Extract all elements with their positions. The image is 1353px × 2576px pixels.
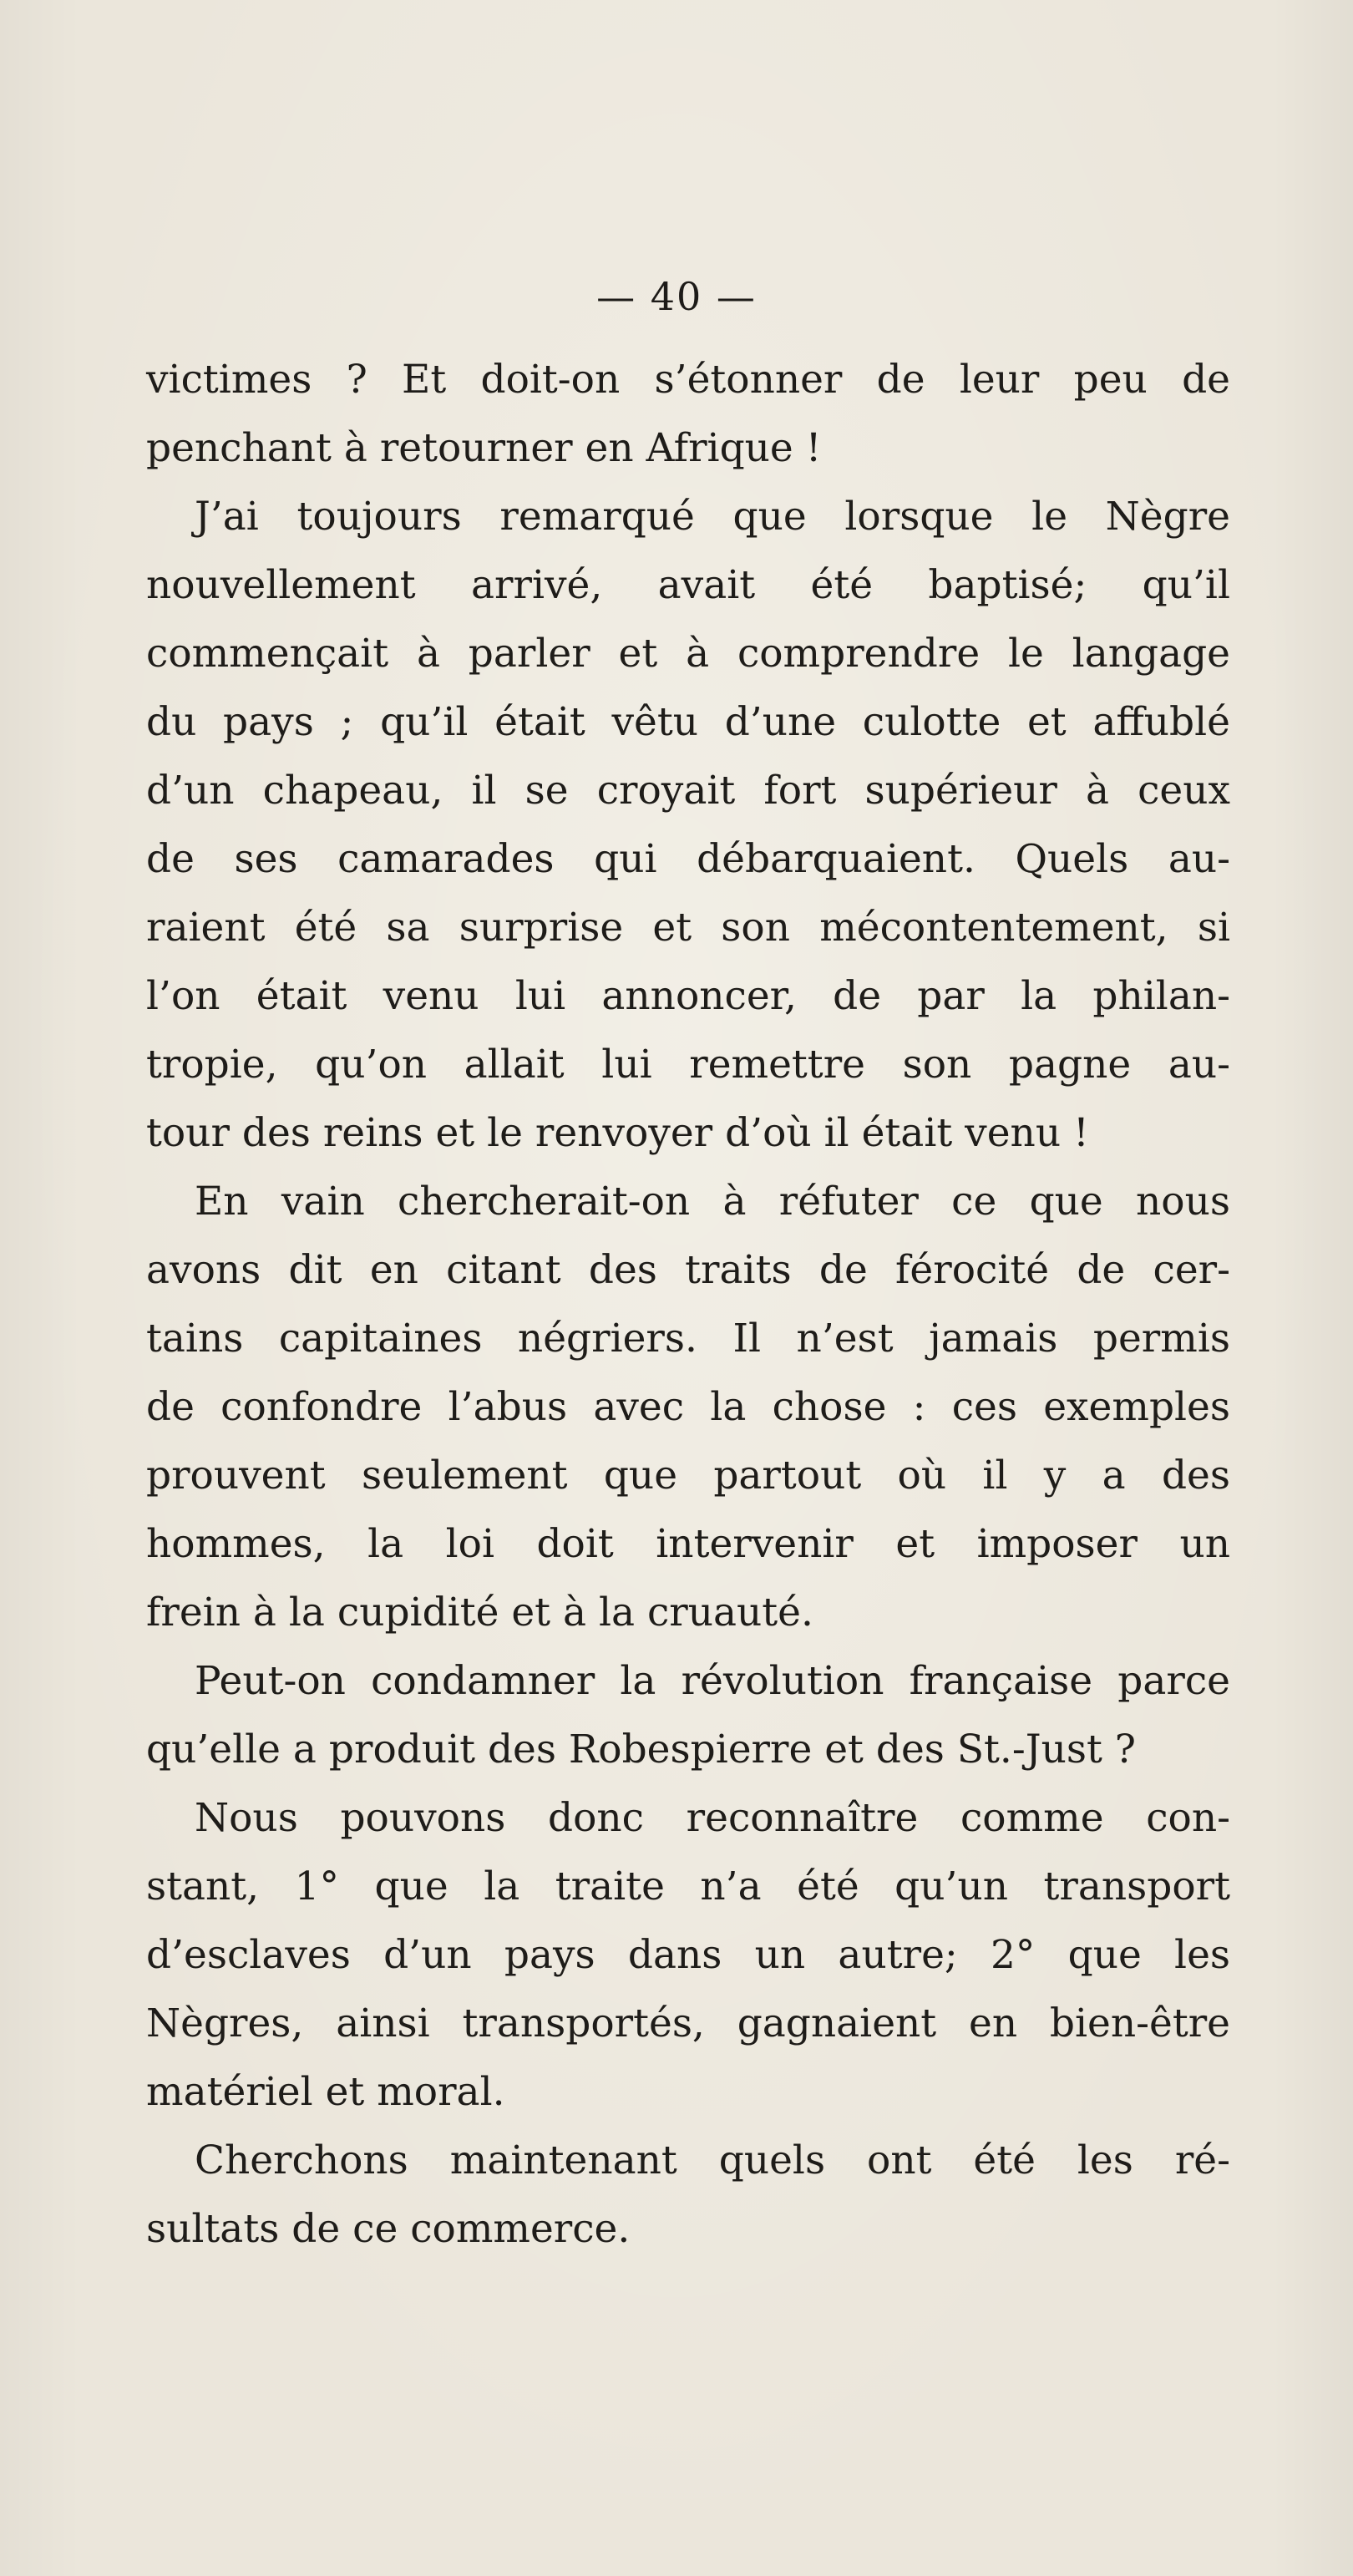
text-line: nouvellement arrivé, avait été baptisé; qu’il (146, 562, 1230, 608)
text-line: de ses camarades qui débarquaient. Quels au- (146, 836, 1230, 882)
text-line: commençait à parler et à comprendre le langage (146, 631, 1230, 677)
text-line: prouvent seulement que partout où il y a des (146, 1453, 1230, 1498)
text-line: Cherchons maintenant quels ont été les ré- (195, 2137, 1230, 2183)
text-line: tour des reins et le renvoyer d’où il était venu ! (146, 1110, 1089, 1156)
text-line: En vain chercherait-on à réfuter ce que nous (195, 1179, 1230, 1225)
text-line: victimes ? Et doit-on s’étonner de leur peu de (146, 357, 1230, 403)
text-line: J’ai toujours remarqué que lorsque le Nègre (195, 494, 1230, 540)
text-line: avons dit en citant des traits de férocité de cer- (146, 1247, 1230, 1293)
body-text (146, 346, 1230, 2264)
text-line: de confondre l’abus avec la chose : ces exemples (146, 1384, 1230, 1430)
text-line: d’esclaves d’un pays dans un autre; 2° que les (146, 1932, 1230, 1978)
text-line: d’un chapeau, il se croyait fort supérieur à ceux (146, 768, 1230, 814)
text-line: stant, 1° que la traite n’a été qu’un transport (146, 1864, 1230, 1909)
text-line: sultats de ce commerce. (146, 2206, 631, 2252)
text-line: tropie, qu’on allait lui remettre son pagne au- (146, 1042, 1230, 1088)
text-line: qu’elle a produit des Robespierre et des St.-Just ? (146, 1727, 1137, 1772)
text-line: matériel et moral. (146, 2069, 505, 2115)
text-line: tains capitaines négriers. Il n’est jamais permis (146, 1316, 1230, 1362)
text-line: Nous pouvons donc reconnaître comme con- (195, 1795, 1230, 1841)
text-line: hommes, la loi doit intervenir et imposer un (146, 1521, 1230, 1567)
text-line: l’on était venu lui annoncer, de par la philan- (146, 973, 1230, 1019)
text-line: du pays ; qu’il était vêtu d’une culotte et affublé (146, 699, 1230, 745)
text-line: Nègres, ainsi transportés, gagnaient en bien-être (146, 2000, 1230, 2046)
page-number: — 40 — (596, 274, 757, 319)
text-line: Peut-on condamner la révolution française parce (195, 1658, 1230, 1704)
text-line: penchant à retourner en Afrique ! (146, 425, 822, 471)
text-line: raient été sa surprise et son mécontentement, si (146, 905, 1230, 951)
text-line: frein à la cupidité et à la cruauté. (146, 1590, 813, 1635)
